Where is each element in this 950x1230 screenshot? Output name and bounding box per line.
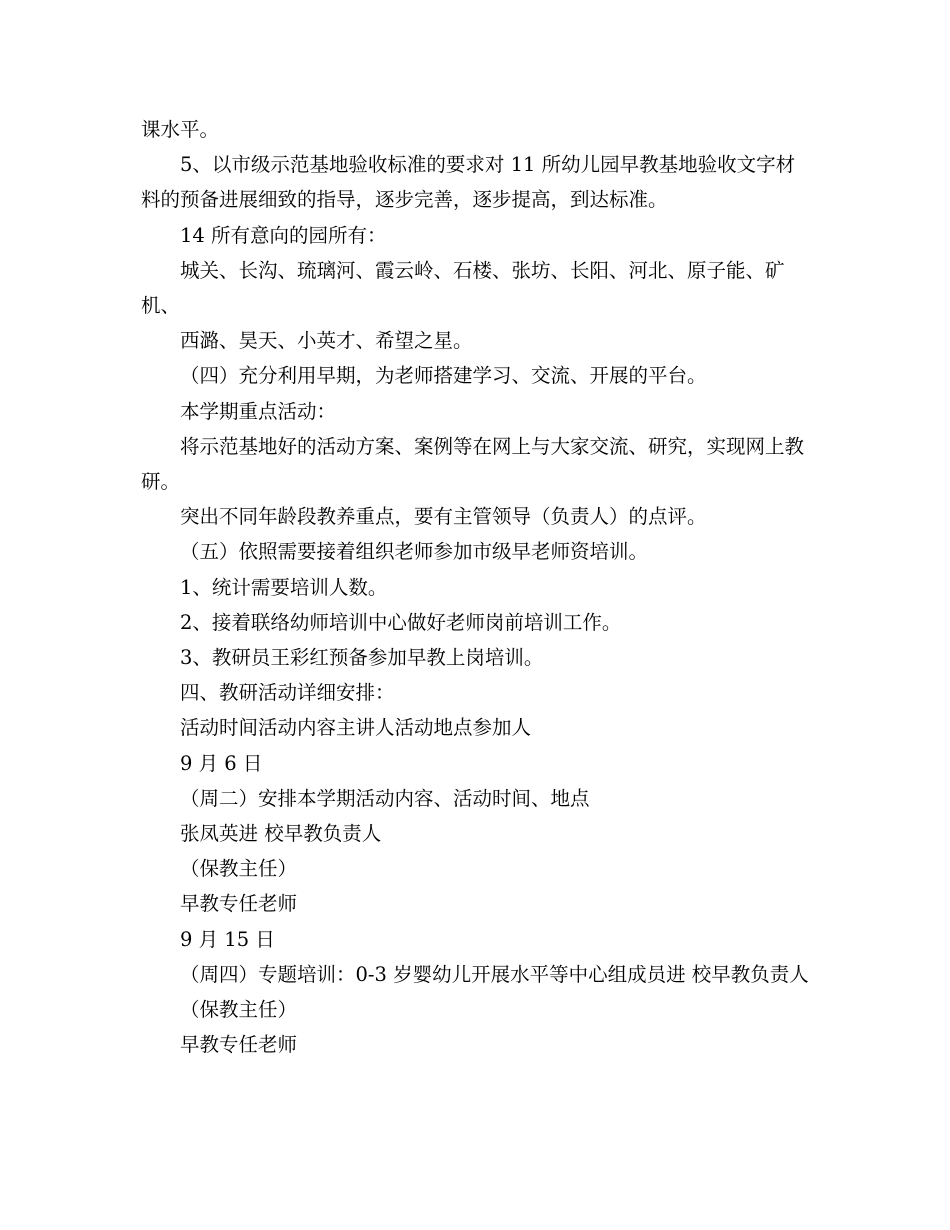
paragraph: （四）充分利用早期，为老师搭建学习、交流、开展的平台。 — [180, 364, 707, 388]
paragraph: （五）依照需要接着组织老师参加市级早老师资培训。 — [180, 540, 649, 564]
paragraph: 9 月 15 日 — [180, 927, 275, 951]
paragraph: 早教专任老师 — [180, 1033, 298, 1057]
paragraph: 本学期重点活动： — [180, 399, 337, 423]
paragraph: 城关、长沟、琉璃河、霞云岭、石楼、张坊、长阳、河北、原子能、矿机、 — [141, 258, 785, 318]
paragraph: （周四）专题培训：0-3 岁婴幼儿开展水平等中心组成员进 校早教负责人 — [180, 962, 809, 986]
paragraph: 5、以市级示范基地验收标准的要求对 11 所幼儿园早教基地验收文字材料的预备进展细致的指导，逐步完善，逐步提高，到达标准。 — [141, 153, 796, 212]
section-heading: 四、教研活动详细安排： — [180, 681, 395, 705]
paragraph: 早教专任老师 — [180, 892, 298, 916]
paragraph: 3、教研员王彩红预备参加早教上岗培训。 — [180, 646, 544, 670]
paragraph: 14 所有意向的园所有： — [180, 223, 387, 247]
paragraph: 突出不同年龄段教养重点，要有主管领导（负责人）的点评。 — [180, 505, 707, 529]
paragraph: （保教主任） — [180, 998, 298, 1022]
paragraph: （周二）安排本学期活动内容、活动时间、地点 — [180, 786, 590, 810]
paragraph: 1、统计需要培训人数。 — [180, 575, 388, 599]
paragraph: 9 月 6 日 — [180, 751, 263, 775]
paragraph: 张凤英进 校早教负责人 — [180, 822, 382, 846]
paragraph: （保教主任） — [180, 857, 298, 881]
document-body — [141, 112, 811, 1062]
paragraph: 西潞、昊天、小英才、希望之星。 — [180, 329, 473, 353]
paragraph: 课水平。 — [141, 118, 220, 141]
paragraph: 将示范基地好的活动方案、案例等在网上与大家交流、研究，实现网上教研。 — [141, 434, 805, 494]
paragraph: 2、接着联络幼师培训中心做好老师岗前培训工作。 — [180, 610, 622, 634]
paragraph: 活动时间活动内容主讲人活动地点参加人 — [180, 716, 532, 740]
